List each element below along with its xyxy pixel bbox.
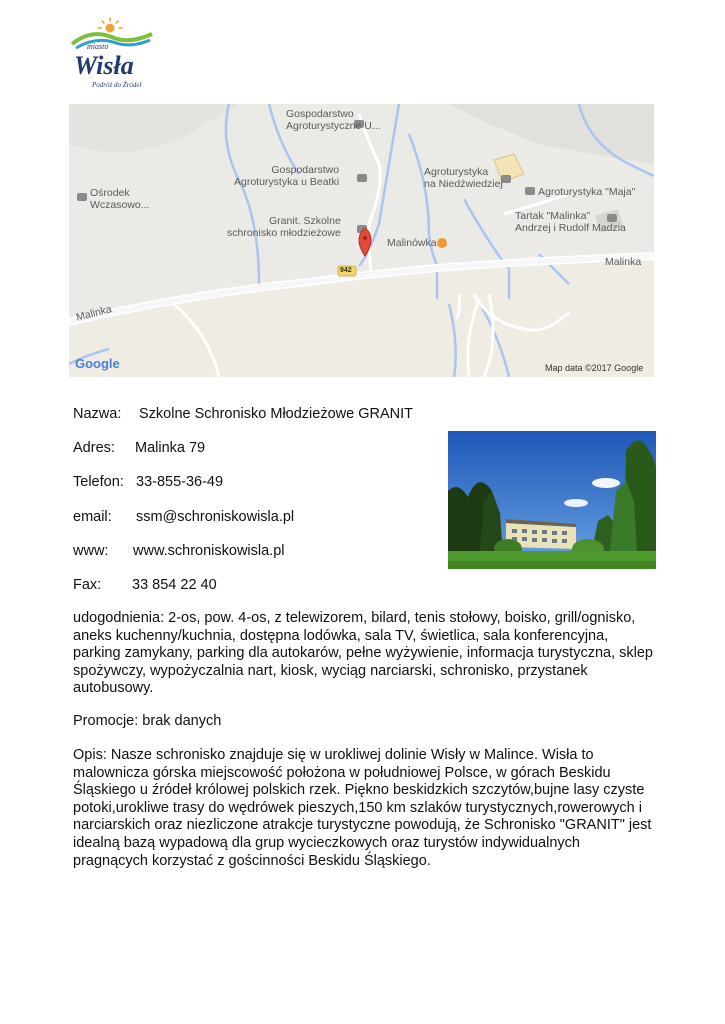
map-label-agro-maja[interactable]: Agroturystyka "Maja": [538, 186, 636, 198]
location-map[interactable]: [69, 104, 654, 377]
field-adres: [73, 439, 206, 457]
hostel-photo: [448, 431, 656, 569]
map-label-malinowka[interactable]: Malinówka: [387, 237, 437, 249]
field-email-value[interactable]: ssm@schroniskowisla.pl: [136, 509, 295, 525]
map-attribution[interactable]: Map data ©2017 Google: [545, 363, 644, 373]
amenities-text: udogodnienia: 2-os, pow. 4-os, z telewizorem, bilard, tenis stołowy, boisko, grill/ognisko, aneks kuchenny/kuchnia, dostępna lodówka, sala TV, świetlica, sala konferencyjna, parking zamykany, parking dla autokarów, pełne wyżywienie, informacja turystyczna, sklep spożywczy, wypożyczalnia nart, kiosk, wyciąg narciarski, schronisko, przystanek autobusowy.: [73, 610, 653, 697]
field-telefon-label: Telefon:: [73, 474, 124, 490]
map-base: [69, 104, 654, 377]
description-text: Opis: Nasze schronisko znajduje się w urokliwej dolinie Wisły w Malince. Wisła to malownicza górska miejscowość położona w południowej Polsce, w górach Beskidu Śląskiego u źródeł królowej polskich rzek. Piękno beskidzkich szczytów,bujne lasy czyste potoki,urokliwe trasy do wędrówek pieszych,150 km szlaków turystycznych,rowerowych i narciarskich oraz niezliczone atrakcje turystyczne powodują, że Schronisko "GRANIT" jest idealną bazą wypadową dla grup wycieczkowych oraz turystów indywidualnych pragnących korzystać z gościnności Beskidu Śląskiego.: [73, 747, 652, 869]
google-logo: Google: [75, 356, 120, 371]
wisla-logo: [66, 16, 158, 92]
field-adres-value: Malinka 79: [135, 440, 206, 456]
map-street-malinka-right: Malinka: [605, 256, 642, 268]
field-fax-label: Fax:: [73, 577, 102, 593]
wisla-logo-graphic: [66, 16, 158, 92]
promotions-text: Promocje: brak danych: [73, 713, 222, 729]
map-label-agro-niedzwiedzia[interactable]: Agroturystyka na Niedźwiedziej: [424, 166, 503, 190]
map-street-malinka-left: Malinka: [75, 303, 114, 324]
field-telefon: [73, 473, 224, 491]
field-telefon-value: 33-855-36-49: [136, 474, 224, 490]
map-label-granit[interactable]: Granit. Szkolne schronisko młodzieżowe: [227, 215, 341, 239]
map-label-tartak[interactable]: Tartak "Malinka" Andrzej i Rudolf Madzia: [515, 210, 626, 234]
field-email-label: email:: [73, 509, 112, 525]
map-label-osrodek[interactable]: Ośrodek Wczasowo...: [90, 187, 150, 211]
road-number-942: 942: [340, 267, 352, 274]
field-www: [73, 542, 285, 560]
field-nazwa-label: Nazwa:: [73, 406, 122, 422]
field-nazwa: [73, 405, 413, 423]
field-nazwa-value: Szkolne Schronisko Młodzieżowe GRANIT: [139, 406, 413, 422]
svg-text:Podróż do Źródeł: Podróż do Źródeł: [92, 81, 142, 89]
field-www-value[interactable]: www.schroniskowisla.pl: [133, 543, 285, 559]
field-www-label: www:: [73, 543, 109, 559]
svg-text:Wisła: Wisła: [74, 51, 134, 80]
field-email: [73, 508, 295, 526]
field-fax: [73, 576, 217, 594]
field-adres-label: Adres:: [73, 440, 115, 456]
map-label-gospodarstwo-2[interactable]: Gospodarstwo Agroturystyka u Beatki: [234, 164, 340, 188]
field-fax-value: 33 854 22 40: [132, 577, 217, 593]
hostel-photo-graphic: [448, 431, 656, 569]
svg-text:miasto: miasto: [87, 42, 109, 51]
map-label-gospodarstwo-1[interactable]: Gospodarstwo Agroturystyczne U...: [286, 108, 381, 132]
